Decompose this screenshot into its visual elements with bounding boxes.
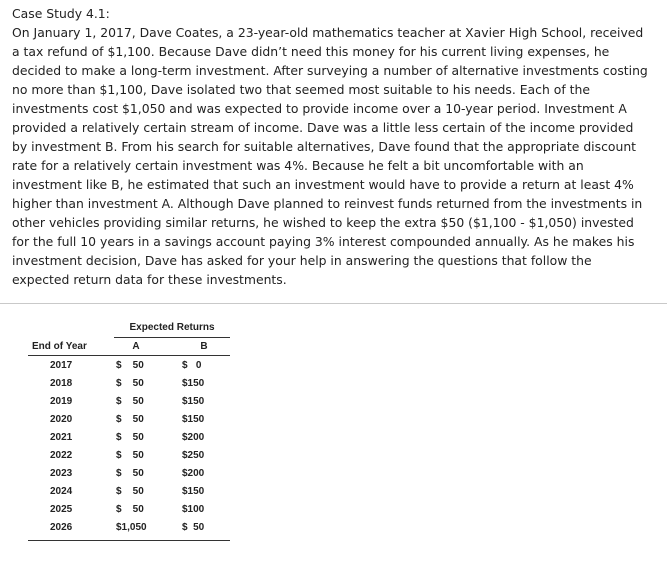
year-cell: 2019 [50, 396, 73, 407]
return-a-cell: $ 50 [116, 396, 144, 407]
table-row [24, 396, 234, 414]
return-a-cell: $1,050 [116, 522, 147, 533]
table-row [24, 486, 234, 504]
header-rule [28, 355, 230, 356]
year-cell: 2022 [50, 450, 73, 461]
table-row [24, 468, 234, 486]
return-b-cell: $100 [182, 504, 205, 515]
year-cell: 2023 [50, 468, 73, 479]
investment-a-header: A [132, 341, 140, 352]
section-divider [0, 303, 667, 304]
return-a-cell: $ 50 [116, 414, 144, 425]
expected-returns-header: Expected Returns [129, 322, 215, 333]
table-row [24, 522, 234, 540]
table-row [24, 378, 234, 396]
investment-b-header: B [200, 341, 208, 352]
case-study-text: On January 1, 2017, Dave Coates, a 23-year-old mathematics teacher at Xavier High School, received a tax refund of $1,100. Because Dave didn’t need this money for his current living expenses, he decided to make a long-term investment. After surveying a number of alternative investments costing no more than $1,100, Dave isolated two that seemed most suitable to his needs. Each of the investments cost $1,050 and was expected to provide income over a 10-year period. Investment A provided a relatively certain stream of income. Dave was a little less certain of the income provided by investment B. From his search for suitable alternatives, Dave found that the appropriate discount rate for a relatively certain investment was 4%. Because he felt a bit uncomfortable with an investment like B, he estimated that such an investment would have to provide a return at least 4% higher than investment A. Although Dave planned to reinvest funds returned from the investments in other vehicles providing similar returns, he wished to keep the extra $50 ($1,100 - $1,050) invested for the full 10 years in a savings account paying 3% interest compounded annually. As he makes his investment decision, Dave has asked for your help in answering the questions that follow the expected return data for these investments. [12, 25, 648, 287]
year-cell: 2025 [50, 504, 73, 515]
return-b-cell: $150 [182, 414, 205, 425]
table-bottom-rule [28, 540, 230, 541]
return-b-cell: $200 [182, 468, 205, 479]
return-a-cell: $ 50 [116, 432, 144, 443]
year-cell: 2026 [50, 522, 73, 533]
return-b-cell: $150 [182, 486, 205, 497]
year-cell: 2021 [50, 432, 73, 443]
table-row [24, 432, 234, 450]
return-b-cell: $150 [182, 396, 205, 407]
return-b-cell: $200 [182, 432, 205, 443]
table-row [24, 450, 234, 468]
return-a-cell: $ 50 [116, 504, 144, 515]
year-cell: 2020 [50, 414, 73, 425]
return-b-cell: $150 [182, 378, 205, 389]
return-a-cell: $ 50 [116, 486, 144, 497]
table-row [24, 504, 234, 522]
year-cell: 2024 [50, 486, 73, 497]
case-study-title: Case Study 4.1: [12, 6, 110, 21]
return-a-cell: $ 50 [116, 360, 144, 371]
return-b-cell: $ 50 [182, 522, 205, 533]
return-a-cell: $ 50 [116, 378, 144, 389]
return-a-cell: $ 50 [116, 468, 144, 479]
return-b-cell: $250 [182, 450, 205, 461]
table-row [24, 360, 234, 378]
table-row [24, 414, 234, 432]
return-b-cell: $ 0 [182, 360, 202, 371]
end-of-year-header: End of Year [32, 341, 87, 352]
return-a-cell: $ 50 [116, 450, 144, 461]
year-cell: 2018 [50, 378, 73, 389]
group-header-rule [114, 337, 230, 338]
case-study [12, 4, 652, 289]
year-cell: 2017 [50, 360, 73, 371]
